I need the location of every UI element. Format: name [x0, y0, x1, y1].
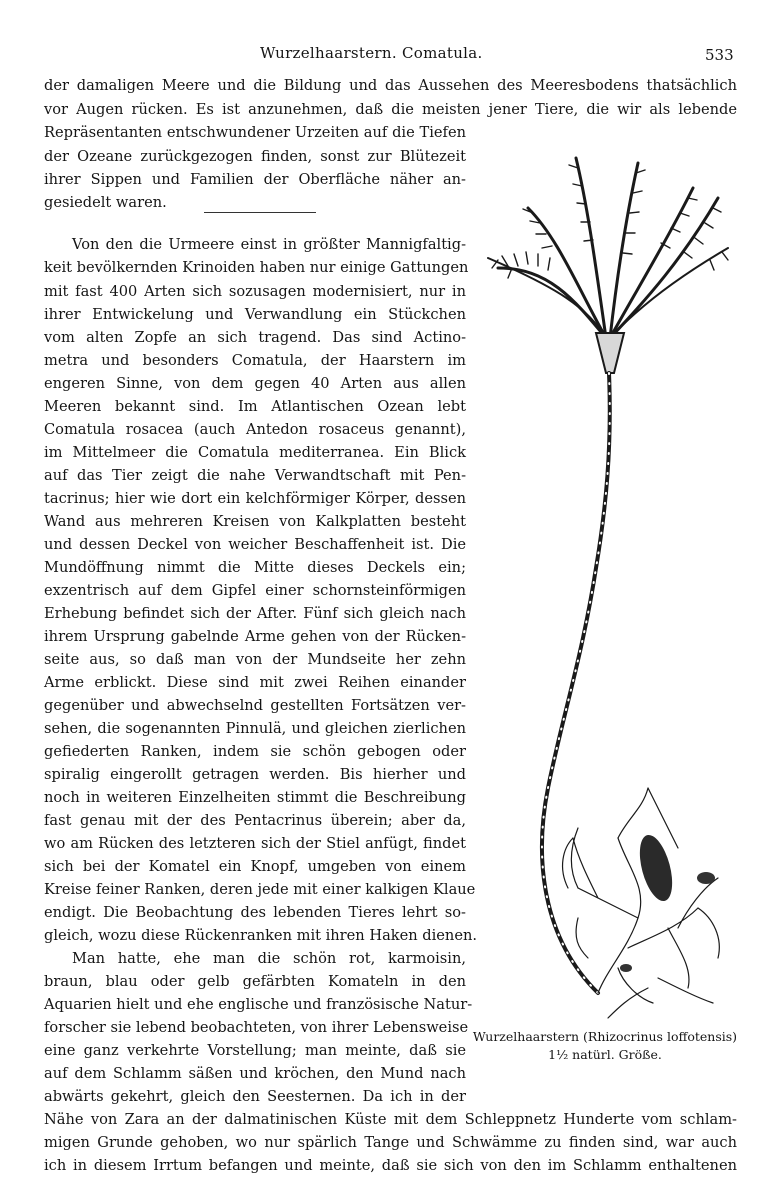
text-line: Comatula rosacea (auch Antedon rosaceus genannt),: [44, 421, 466, 438]
text-line: Arme erblickt. Diese sind mit zwei Reihen einander: [44, 674, 466, 691]
text-line: im Mittelmeer die Comatula mediterranea. Ein Blick: [44, 444, 466, 461]
crinoid-illustration: [478, 148, 746, 1028]
text-line: Aquarien hielt und ehe englische und französische Natur-: [44, 996, 473, 1013]
text-line: metra und besonders Comatula, der Haarstern im: [44, 352, 466, 369]
figure-caption-scale: 1½ natürl. Größe.: [548, 1047, 662, 1062]
text-line: braun, blau oder gelb gefärbten Komateln in den: [44, 973, 466, 990]
text-line: der damaligen Meere und die Bildung und das Aussehen des Meeresbodens thatsächlich: [44, 77, 737, 94]
text-line: engeren Sinne, von dem gegen 40 Arten aus allen: [44, 375, 466, 392]
text-line: Meeren bekannt sind. Im Atlantischen Ozean lebt: [44, 398, 466, 415]
text-line: wo am Rücken des letzteren sich der Stiel anfügt, findet: [44, 835, 466, 852]
figure-caption: Wurzelhaarstern (Rhizocrinus loffotensis): [472, 1029, 738, 1044]
text-line: mit fast 400 Arten sich sozusagen modernisiert, nur in: [44, 283, 466, 300]
text-line: Man hatte, ehe man die schön rot, karmoisin,: [72, 950, 466, 967]
text-line: Von den die Urmeere einst in größter Mannigfaltig-: [72, 236, 466, 253]
text-line: keit bevölkernden Krinoiden haben nur einige Gattungen: [44, 259, 469, 276]
text-line: gleich, wozu diese Rückenranken mit ihren Haken dienen.: [44, 927, 478, 944]
text-line: spiralig eingerollt getragen werden. Bis hierher und: [44, 766, 466, 783]
text-line: Nähe von Zara an der dalmatinischen Küste mit dem Schleppnetz Hunderte vom schlam-: [44, 1111, 737, 1128]
text-line: gesiedelt waren.: [44, 194, 167, 211]
text-line: Kreise feiner Ranken, deren jede mit einer kalkigen Klaue: [44, 881, 476, 898]
text-line: seite aus, so daß man von der Mundseite her zehn: [44, 651, 466, 668]
text-line: auf das Tier zeigt die nahe Verwandtschaft mit Pen-: [44, 467, 466, 484]
text-line: auf dem Schlamm säßen und kröchen, den Mund nach: [44, 1065, 466, 1082]
text-line: ihrer Sippen und Familien der Oberfläche näher an-: [44, 171, 466, 188]
text-line: eine ganz verkehrte Vorstellung; man meinte, daß sie: [44, 1042, 466, 1059]
text-line: vom alten Zopfe an sich tragend. Das sind Actino-: [44, 329, 466, 346]
text-line: Erhebung befindet sich der After. Fünf sich gleich nach: [44, 605, 466, 622]
text-line: abwärts gekehrt, gleich den Seesternen. Da ich in der: [44, 1088, 466, 1105]
text-line: Repräsentanten entschwundener Urzeiten auf die Tiefen: [44, 124, 466, 141]
text-line: ich in diesem Irrtum befangen und meinte, daß sie sich von den im Schlamm enthaltenen: [44, 1157, 737, 1174]
text-line: der Ozeane zurückgezogen finden, sonst zur Blütezeit: [44, 148, 466, 165]
running-title: Wurzelhaarstern. Comatula.: [260, 44, 483, 62]
section-divider: [204, 212, 316, 213]
page-number: 533: [705, 46, 734, 64]
text-line: exzentrisch auf dem Gipfel einer schornsteinförmigen: [44, 582, 466, 599]
text-line: endigt. Die Beobachtung des lebenden Tieres lehrt so-: [44, 904, 466, 921]
text-line: fast genau mit der des Pentacrinus überein; aber da,: [44, 812, 466, 829]
text-line: noch in weiteren Einzelheiten stimmt die Beschreibung: [44, 789, 466, 806]
text-line: Wand aus mehreren Kreisen von Kalkplatten besteht: [44, 513, 466, 530]
text-line: ihrer Entwickelung und Verwandlung ein Stückchen: [44, 306, 466, 323]
text-line: Mundöffnung nimmt die Mitte dieses Deckels ein;: [44, 559, 466, 576]
text-line: gefiederten Ranken, indem sie schön gebogen oder: [44, 743, 466, 760]
text-line: ihrem Ursprung gabelnde Arme gehen von der Rücken-: [44, 628, 466, 645]
text-line: sehen, die sogenannten Pinnulä, und gleichen zierlichen: [44, 720, 466, 737]
text-line: migen Grunde gehoben, wo nur spärlich Tange und Schwämme zu finden sind, war auch: [44, 1134, 737, 1151]
text-line: tacrinus; hier wie dort ein kelchförmiger Körper, dessen: [44, 490, 466, 507]
text-line: forscher sie lebend beobachteten, von ihrer Lebensweise: [44, 1019, 469, 1036]
rhizocrinus-drawing: [478, 148, 746, 1028]
running-head: [0, 44, 781, 68]
text-line: vor Augen rücken. Es ist anzunehmen, daß die meisten jener Tiere, die wir als lebende: [44, 101, 737, 118]
text-line: gegenüber und abwechselnd gestellten Fortsätzen ver-: [44, 697, 466, 714]
text-line: sich bei der Komatel ein Knopf, umgeben von einem: [44, 858, 466, 875]
text-line: und dessen Deckel von weicher Beschaffenheit ist. Die: [44, 536, 466, 553]
